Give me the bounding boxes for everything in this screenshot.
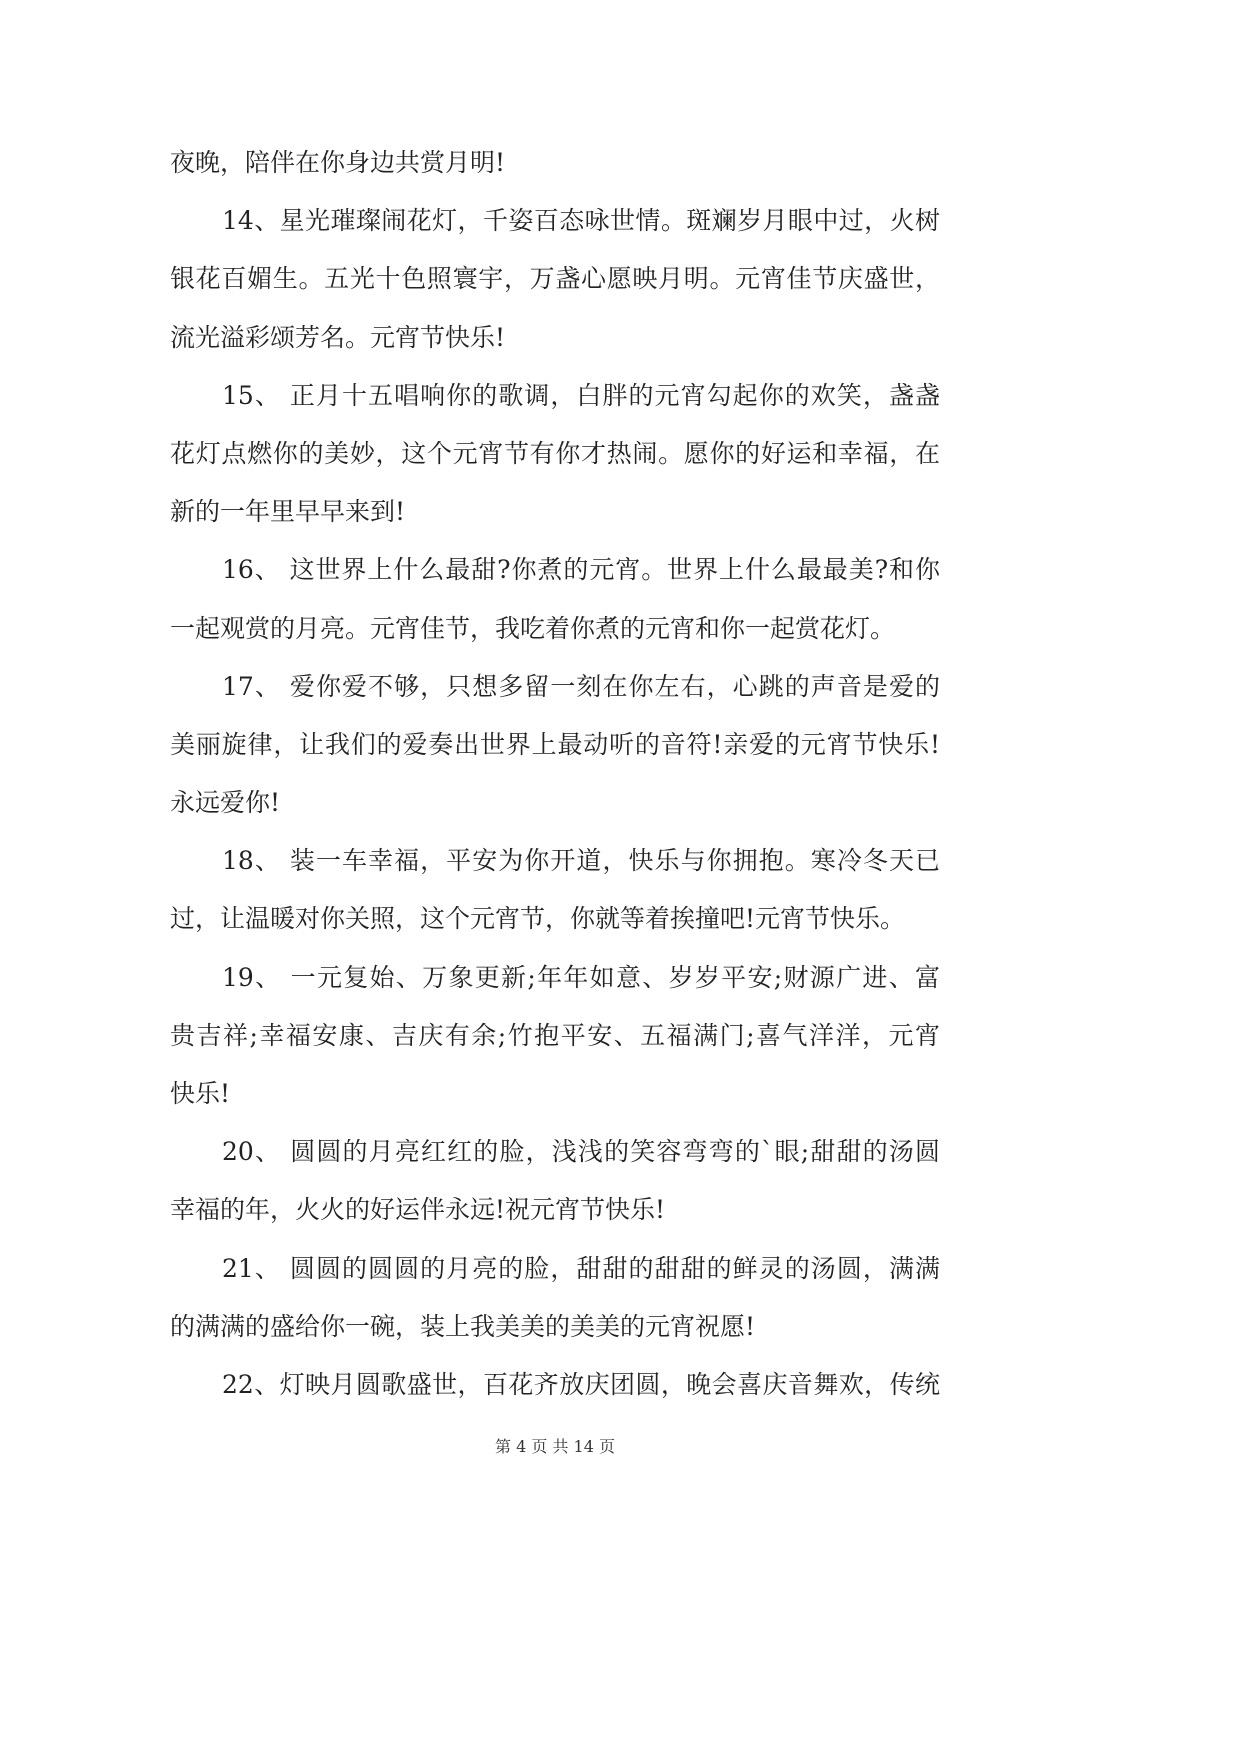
paragraph-20 — [170, 1123, 940, 1239]
paragraph-line: 的满满的盛给你一碗，装上我美美的美美的元宵祝愿! — [170, 1311, 756, 1341]
paragraph-line: 过，让温暖对你关照，这个元宵节，你就等着挨撞吧!元宵节快乐。 — [170, 904, 906, 934]
page-body — [170, 134, 940, 1414]
paragraph-22 — [170, 1356, 940, 1414]
paragraph-line: 幸福的年，火火的好运伴永远!祝元宵节快乐! — [170, 1195, 666, 1225]
paragraph-line: 贵吉祥;幸福安康、吉庆有余;竹抱平安、五福满门;喜气洋洋，元宵 — [170, 1020, 940, 1050]
paragraph-line: 夜晚，陪伴在你身边共赏月明! — [170, 148, 506, 177]
paragraph-16 — [170, 541, 940, 657]
paragraph-line: 美丽旋律，让我们的爱奏出世界上最动听的音符!亲爱的元宵节快乐! — [170, 729, 940, 759]
paragraph-line: 一起观赏的月亮。元宵佳节，我吃着你煮的元宵和你一起赏花灯。 — [170, 613, 896, 643]
paragraph-14 — [170, 192, 940, 367]
paragraph-line: 14、星光璀璨闹花灯，千姿百态咏世情。斑斓岁月眼中过，火树 — [222, 206, 940, 236]
paragraph-line: 18、 装一车幸福，平安为你开道，快乐与你拥抱。寒冷冬天已 — [222, 846, 940, 876]
paragraph-15 — [170, 367, 940, 542]
paragraph-line: 19、 一元复始、万象更新;年年如意、岁岁平安;财源广进、富 — [222, 962, 940, 992]
paragraph-line: 22、灯映月圆歌盛世，百花齐放庆团圆，晚会喜庆音舞欢，传统 — [222, 1369, 940, 1399]
paragraph-line: 17、 爱你爱不够，只想多留一刻在你左右，心跳的声音是爱的 — [222, 671, 940, 701]
paragraph-line: 16、 这世界上什么最甜?你煮的元宵。世界上什么最最美?和你 — [222, 555, 940, 585]
paragraph-line: 21、 圆圆的圆圆的月亮的脸，甜甜的甜甜的鲜灵的汤圆，满满 — [222, 1253, 940, 1283]
page-number-footer: 第 4 页 共 14 页 — [495, 1437, 615, 1456]
paragraph-line: 银花百媚生。五光十色照寰宇，万盏心愿映月明。元宵佳节庆盛世， — [170, 264, 940, 294]
paragraph-line: 快乐! — [170, 1079, 231, 1108]
paragraph-line: 15、 正月十五唱响你的歌调，白胖的元宵勾起你的欢笑，盏盏 — [222, 380, 940, 410]
paragraph-21 — [170, 1240, 940, 1356]
paragraph-17 — [170, 658, 940, 833]
paragraph-line: 新的一年里早早来到! — [170, 497, 406, 527]
paragraph-line: 永远爱你! — [170, 788, 281, 818]
paragraph-18 — [170, 832, 940, 948]
paragraph-line: 流光溢彩颂芳名。元宵节快乐! — [170, 322, 506, 352]
paragraph-continued — [170, 134, 940, 192]
paragraph-19 — [170, 949, 940, 1124]
paragraph-line: 花灯点燃你的美妙，这个元宵节有你才热闹。愿你的好运和幸福，在 — [170, 438, 940, 468]
paragraph-line: 20、 圆圆的月亮红红的脸，浅浅的笑容弯弯的`眼;甜甜的汤圆 — [222, 1137, 940, 1167]
